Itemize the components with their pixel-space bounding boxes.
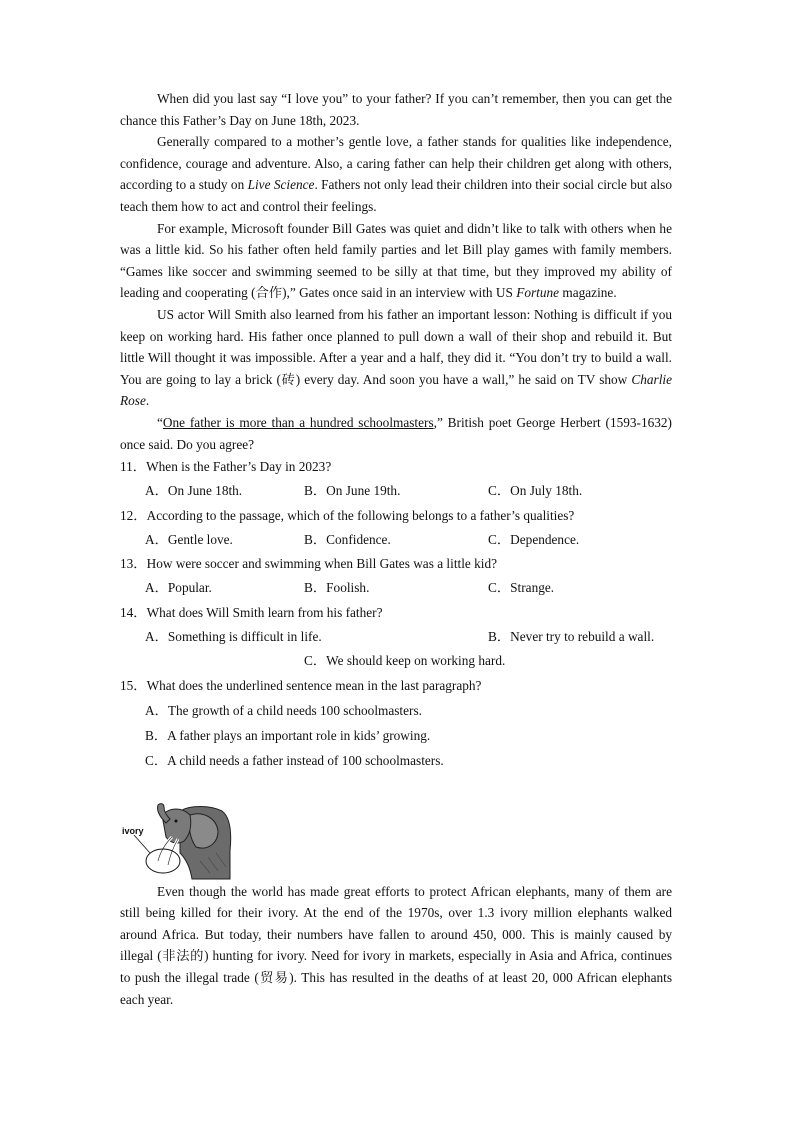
question-11-options	[120, 479, 672, 504]
paragraph-2	[120, 131, 672, 217]
question-11-stem: 11．When is the Father’s Day in 2023?	[120, 459, 332, 475]
paragraph-5	[120, 412, 672, 455]
paragraph-2-italic-source: Live Science	[247, 177, 315, 193]
question-15-option-c[interactable]: C．A child needs a father instead of 100 schoolmasters.	[145, 752, 444, 768]
paragraph-5-open-quote: “	[157, 414, 163, 430]
question-14-stem: 14．What does Will Smith learn from his father?	[120, 604, 383, 620]
question-15-option-b[interactable]: B．A father plays an important role in kids’ growing.	[145, 727, 431, 743]
question-14-option-c[interactable]: C．We should keep on working hard.	[304, 653, 506, 669]
question-15-option-a[interactable]: A．The growth of a child needs 100 schoolmasters.	[145, 702, 422, 718]
paragraph-3-text-a: For example, Microsoft founder Bill Gates was quiet and didn’t like to talk with others when he was a little kid. So his father often held family parties and let Bill play games with family members. “Games like soccer and swimming seemed to be silly at that time, but they improved my ability of leading and cooperating (合作),” Gates once said in an interview with US	[120, 220, 672, 301]
paragraph-1	[120, 88, 672, 131]
paragraph-2-text-a: Generally compared to a mother’s gentle love, a father stands for qualities like independence, confidence, courage and adventure. Also, a caring father can help their children get along with others, according to a study on	[120, 134, 672, 193]
question-11-option-b[interactable]: B．On June 19th.	[304, 483, 401, 499]
paragraph-2-text-b: . Fathers not only lead their children into their social circle but also teach them how to act and control their feelings.	[120, 177, 672, 214]
question-13-options	[120, 576, 672, 601]
question-12-option-b[interactable]: B．Confidence.	[304, 531, 391, 547]
paragraph-3-italic-source: Fortune	[516, 285, 560, 301]
paragraph-4	[120, 304, 672, 412]
question-14-options-row2	[120, 649, 672, 674]
question-13-stem: 13．How were soccer and swimming when Bill Gates was a little kid?	[120, 556, 498, 572]
elephant-figure	[120, 801, 672, 881]
paragraph-4-italic-source: Charlie Rose	[120, 371, 672, 409]
question-15-stem: 15．What does the underlined sentence mean in the last paragraph?	[120, 677, 482, 693]
question-11-option-a[interactable]: A．On June 18th.	[145, 483, 243, 499]
question-13-option-c[interactable]: C．Strange.	[488, 580, 555, 596]
question-14-options-row1	[120, 625, 672, 650]
paragraph-1-text: When did you last say “I love you” to your father? If you can’t remember, then you can get the chance this Father’s Day on June 18th, 2023.	[120, 91, 672, 128]
question-12-option-c[interactable]: C．Dependence.	[488, 531, 580, 547]
question-12-stem: 12．According to the passage, which of the following belongs to a father’s qualities?	[120, 507, 575, 523]
question-12-options	[120, 528, 672, 553]
document-page	[120, 88, 672, 1010]
paragraph-3-text-b: magazine.	[559, 285, 617, 301]
paragraph-5-text: ,” British poet George Herbert (1593-1632) once said. Do you agree?	[120, 414, 672, 452]
question-13-option-a[interactable]: A．Popular.	[145, 580, 212, 596]
paragraph-elephants: Even though the world has made great efforts to protect African elephants, many of them are still being killed for their ivory. At the end of the 1970s, over 1.3 ivory million elephants walked around Africa. But today, their numbers have fallen to around 450, 000. This is mainly caused by illegal (非法的) hunting for ivory. Need for ivory in markets, especially in Asia and Africa, continues to push the illegal trade (贸易). This has resulted in the deaths of at least 20, 000 African elephants each year.	[120, 883, 672, 1007]
question-14-option-b[interactable]: B．Never try to rebuild a wall.	[488, 628, 655, 644]
ivory-label: ivory	[122, 825, 144, 836]
paragraph-4-text-a: US actor Will Smith also learned from his father an important lesson: Nothing is difficult if you keep on working hard. His father once planned to pull down a wall of their shop and rebuild it. But little Will thought it was impossible. After a year and a half, they did it. “You don’t try to build a wall. You are going to lay a brick (砖) every day. And soon you have a wall,” he said on TV show	[120, 306, 672, 387]
paragraph-4-text-b: .	[145, 393, 150, 409]
elephant-illustration-icon	[120, 801, 232, 881]
underlined-sentence: One father is more than a hundred schoolmasters	[162, 414, 434, 430]
paragraph-3	[120, 218, 672, 304]
question-12-option-a[interactable]: A．Gentle love.	[145, 531, 233, 547]
question-13-option-b[interactable]: B．Foolish.	[304, 580, 370, 596]
question-11-option-c[interactable]: C．On July 18th.	[488, 483, 583, 499]
question-14-option-a[interactable]: A．Something is difficult in life.	[145, 628, 322, 644]
